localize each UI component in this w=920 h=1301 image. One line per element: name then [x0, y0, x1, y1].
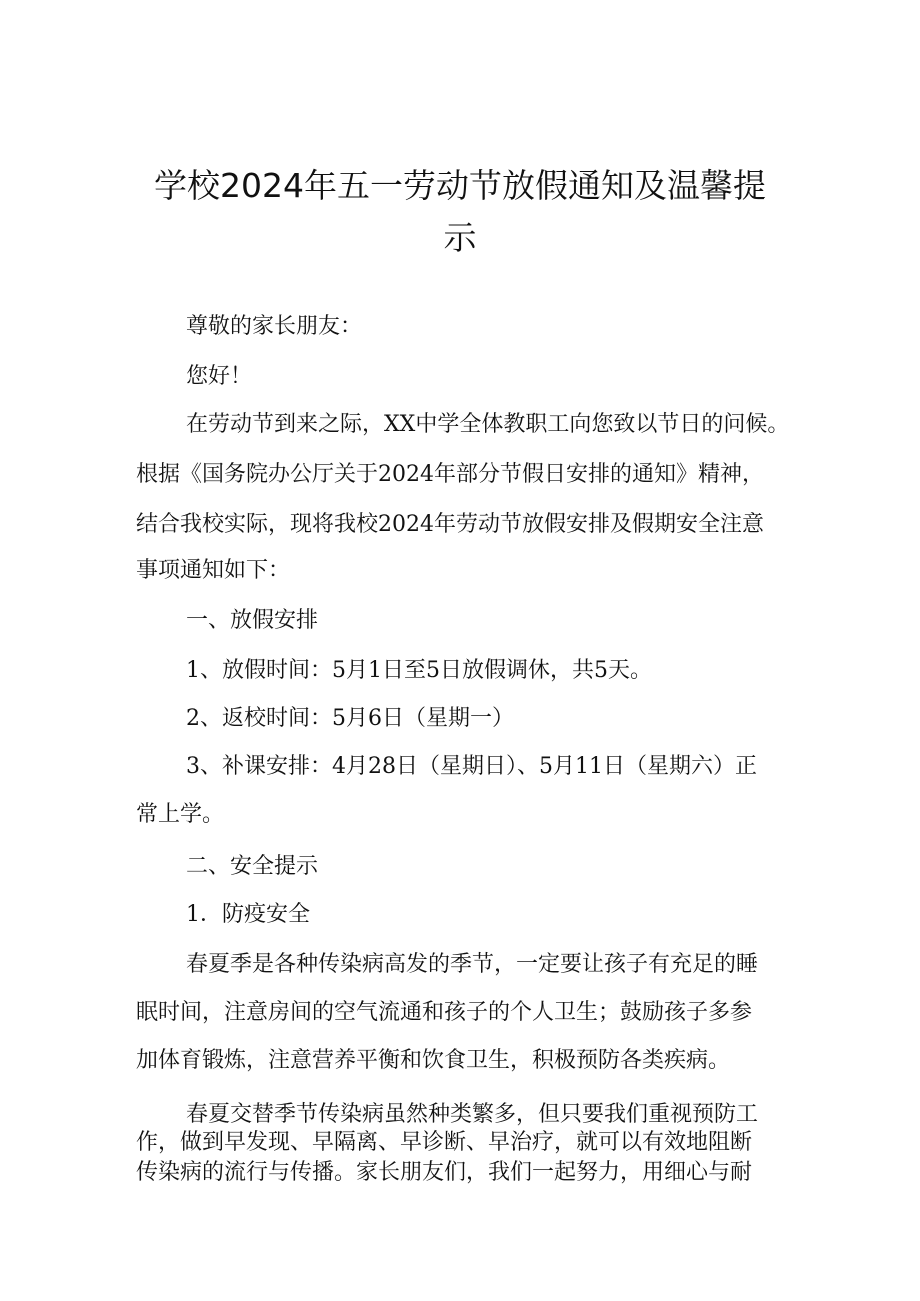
makeup-class-item-cont: 常上学。	[136, 802, 225, 827]
makeup-class-item: 3、补课安排：4月28日（星期日）、5月11日（星期六）正	[186, 754, 757, 779]
return-time-item: 2、返校时间：5月6日（星期一）	[186, 706, 514, 731]
holiday-time-item: 1、放假时间：5月1日至5日放假调休，共5天。	[186, 658, 652, 683]
para2-line-2: 作，做到早发现、早隔离、早诊断、早治疗，就可以有效地阻断	[136, 1130, 753, 1155]
title-line-2: 示	[443, 218, 477, 257]
section-heading-holiday: 一、放假安排	[186, 608, 319, 633]
para1-line-3: 加体育锻炼，注意营养平衡和饮食卫生，积极预防各类疾病。	[136, 1048, 731, 1073]
para1-line-2: 眠时间，注意房间的空气流通和孩子的个人卫生；鼓励孩子多参	[136, 1000, 753, 1025]
intro-line-4: 事项通知如下：	[136, 558, 291, 583]
section-heading-safety: 二、安全提示	[186, 854, 319, 879]
intro-line-2: 根据《国务院办公厅关于2024年部分节假日安排的通知》精神，	[136, 462, 764, 487]
para2-line-3: 传染病的流行与传播。家长朋友们，我们一起努力，用细心与耐	[136, 1160, 753, 1185]
para2-line-1: 春夏交替季节传染病虽然种类繁多，但只要我们重视预防工	[186, 1102, 759, 1127]
document-title	[100, 160, 820, 264]
subheading-epidemic: 1．防疫安全	[186, 902, 310, 927]
greeting: 您好！	[186, 364, 253, 389]
intro-line-3: 结合我校实际，现将我校2024年劳动节放假安排及假期安全注意	[136, 512, 764, 537]
para1-line-1: 春夏季是各种传染病高发的季节，一定要让孩子有充足的睡	[186, 952, 759, 977]
salutation: 尊敬的家长朋友：	[186, 314, 363, 339]
title-line-1: 学校2024年五一劳动节放假通知及温馨提	[154, 166, 766, 205]
intro-line-1: 在劳动节到来之际，XX中学全体教职工向您致以节日的问候。	[186, 412, 790, 437]
